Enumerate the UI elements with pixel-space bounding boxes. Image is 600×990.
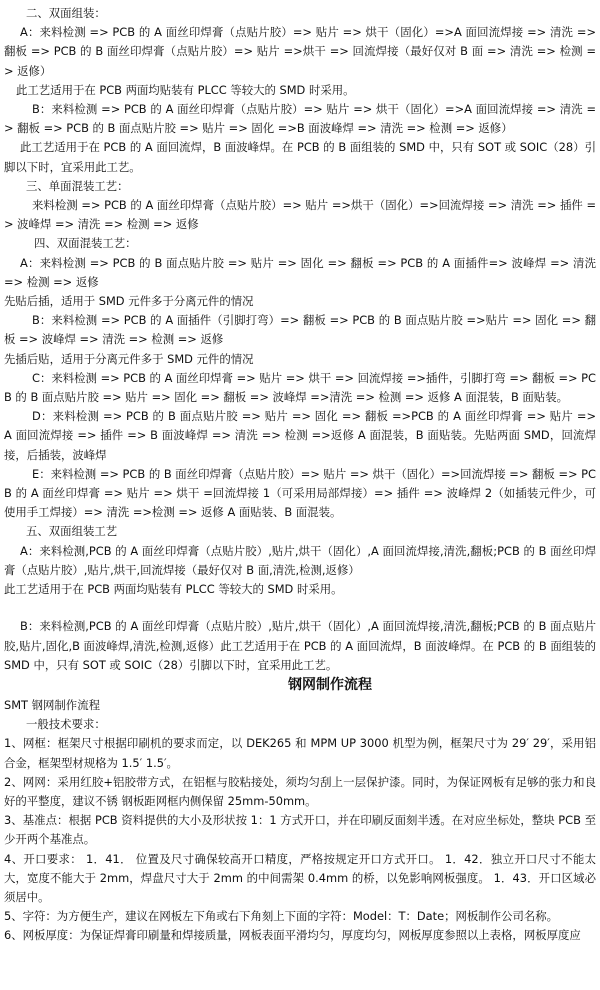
- requirement-thickness: 6、网板厚度：为保证焊膏印刷量和焊接质量，网板表面平滑均匀，厚度均匀，网板厚度参照以上表格，网板厚度应: [4, 928, 581, 943]
- process-a-paragraph: A：来料检测,PCB 的 A 面丝印焊膏（点贴片胶）,贴片,烘干（固化）,A 面回流焊接,清洗,翻板;PCB 的 B 面丝印焊膏（点贴片胶）,贴片,烘干,回流焊接（最好仅对 B 面,清洗,检测,返修）: [4, 543, 596, 577]
- requirement-characters: 5、字符：为方便生产，建议在网板左下角或右下角刻上下面的字符：Model：T：Date；网板制作公司名称。: [4, 909, 559, 924]
- process-e-paragraph: E：来料检测 => PCB 的 B 面丝印焊膏（点贴片胶）=> 贴片 => 烘干（固化）=>回流焊接 => 翻板 => PCB 的 A 面丝印焊膏 => 贴片 => 烘干 =回流焊接 1（可采用局部焊接）=> 插件 => 波峰焊 2（如插装元件少，可使用手工焊接）=> 清洗 =>检测 => 返修 A 面贴装、B 面混装。: [4, 466, 596, 520]
- subheading-smt-stencil: SMT 钢网制作流程: [4, 697, 100, 712]
- process-b-paragraph: B：来料检测 => PCB 的 A 面丝印焊膏（点贴片胶）=> 贴片 => 烘干（固化）=>A 面回流焊接 => 清洗 => 翻板 => PCB 的 B 面点贴片胶 => 贴片 => 固化 =>B 面波峰焊 => 清洗 => 检测 => 返修）: [4, 102, 596, 136]
- process-paragraph: 来料检测 => PCB 的 A 面丝印焊膏（点贴片胶）=> 贴片 =>烘干（固化）=>回流焊接 => 清洗 => 插件 => 波峰焊 => 清洗 => 检测 => 返修: [4, 198, 597, 232]
- process-b-paragraph: B：来料检测 => PCB 的 A 面插件（引脚打弯）=> 翻板 => PCB 的 B 面点贴片胶 =>贴片 => 固化 => 翻板 => 波峰焊 => 清洗 => 检测 => 返修: [4, 313, 596, 347]
- subheading-general-requirements: 一般技术要求：: [26, 717, 106, 732]
- process-b-paragraph: B：来料检测,PCB 的 A 面丝印焊膏（点贴片胶）,贴片,烘干（固化）,A 面回流焊接,清洗,翻板;PCB 的 B 面点贴片胶,贴片,固化,B 面波峰焊,清洗,检测,返修）此工艺适用于在 PCB 的 A 面回流焊，B 面波峰焊。在 PCB 的 B 面组装的 SMD 中，只有 SOT 或 SOIC（28）引脚以下时，宜采用此工艺。: [4, 619, 596, 672]
- requirement-fiducial: 3、基准点：根据 PCB 资料提供的大小及形状按 1：1 方式开口，并在印刷反面刻半透。在对应坐标处，整块 PCB 至少开两个基准点。: [4, 813, 596, 847]
- process-c-paragraph: C：来料检测 => PCB 的 A 面丝印焊膏 => 贴片 => 烘干 => 回流焊接 =>插件，引脚打弯 => 翻板 => PCB 的 B 面点贴片胶 => 贴片 => 固化 => 翻板 => 波峰焊 =>清洗 => 检测 => 返修 A 面混装，B 面贴装。: [4, 370, 596, 405]
- process-note: 此工艺适用于在 PCB 两面均贴装有 PLCC 等较大的 SMD 时采用。: [4, 582, 343, 597]
- requirement-frame: 1、网框：框架尺寸根据印刷机的要求而定，以 DEK265 和 MPM UP 3000 机型为例，框架尺寸为 29′ 29′，采用铝合金，框架型材规格为 1.5′ 1.5′。: [4, 736, 596, 770]
- requirement-mesh: 2、网网：采用红胶+铝胶带方式，在铝框与胶粘接处，须均匀刮上一层保护漆。同时，为保证网板有足够的张力和良好的平整度，建议不锈 钢板距网框内侧保留 25mm-50mm。: [4, 774, 596, 808]
- process-d-paragraph: D：来料检测 => PCB 的 B 面点贴片胶 => 贴片 => 固化 => 翻板 =>PCB 的 A 面丝印焊膏 => 贴片 => A 面回流焊接 => 插件 => B 面波峰焊 => 清洗 => 检测 =>返修 A 面混装，B 面贴装。先贴两面 SMD，回流焊接，后插装，波峰焊: [4, 409, 596, 462]
- process-note: 此工艺适用于在 PCB 的 A 面回流焊，B 面波峰焊。在 PCB 的 B 面组装的 SMD 中，只有 SOT 或 SOIC（28）引脚以下时，宜采用此工艺。: [4, 140, 596, 174]
- section-heading-double-side-assembly-5: 五、双面组装工艺: [26, 524, 118, 539]
- process-a-paragraph: A：来料检测 => PCB 的 A 面丝印焊膏（点贴片胶）=> 贴片 => 烘干（固化）=>A 面回流焊接 => 清洗 => 翻板 => PCB 的 B 面丝印焊膏（点贴片胶）=> 贴片 =>烘干 => 回流焊接（最好仅对 B 面 => 清洗 => 检测 => 返修）: [4, 25, 596, 78]
- process-note: 先插后贴，适用于分离元件多于 SMD 元件的情况: [4, 351, 254, 366]
- section-heading-double-side-assembly: 二、双面组装：: [26, 6, 106, 20]
- section-heading-double-side-mixed: 四、双面混装工艺：: [34, 236, 137, 251]
- process-note: 此工艺适用于在 PCB 两面均贴装有 PLCC 等较大的 SMD 时采用。: [16, 82, 355, 97]
- process-note: 先贴后插，适用于 SMD 元件多于分离元件的情况: [4, 294, 254, 309]
- section-heading-single-side-mixed: 三、单面混装工艺：: [26, 178, 129, 193]
- requirement-aperture: 4、开口要求： 1．41． 位置及尺寸确保较高开口精度，严格按规定开口方式开口。 1．42．独立开口尺寸不能太大，宽度不能大于 2mm，焊盘尺寸大于 2mm 的中间需架 0.4mm 的桥，以免影响网板强度。 1．43．开口区域必须居中。: [4, 851, 596, 904]
- process-a-paragraph: A：来料检测 => PCB 的 B 面点贴片胶 => 贴片 => 固化 => 翻板 => PCB 的 A 面插件=> 波峰焊 => 清洗 => 检测 => 返修: [4, 255, 596, 289]
- paragraph-gap: [4, 599, 596, 617]
- page-title: 钢网制作流程: [288, 676, 372, 693]
